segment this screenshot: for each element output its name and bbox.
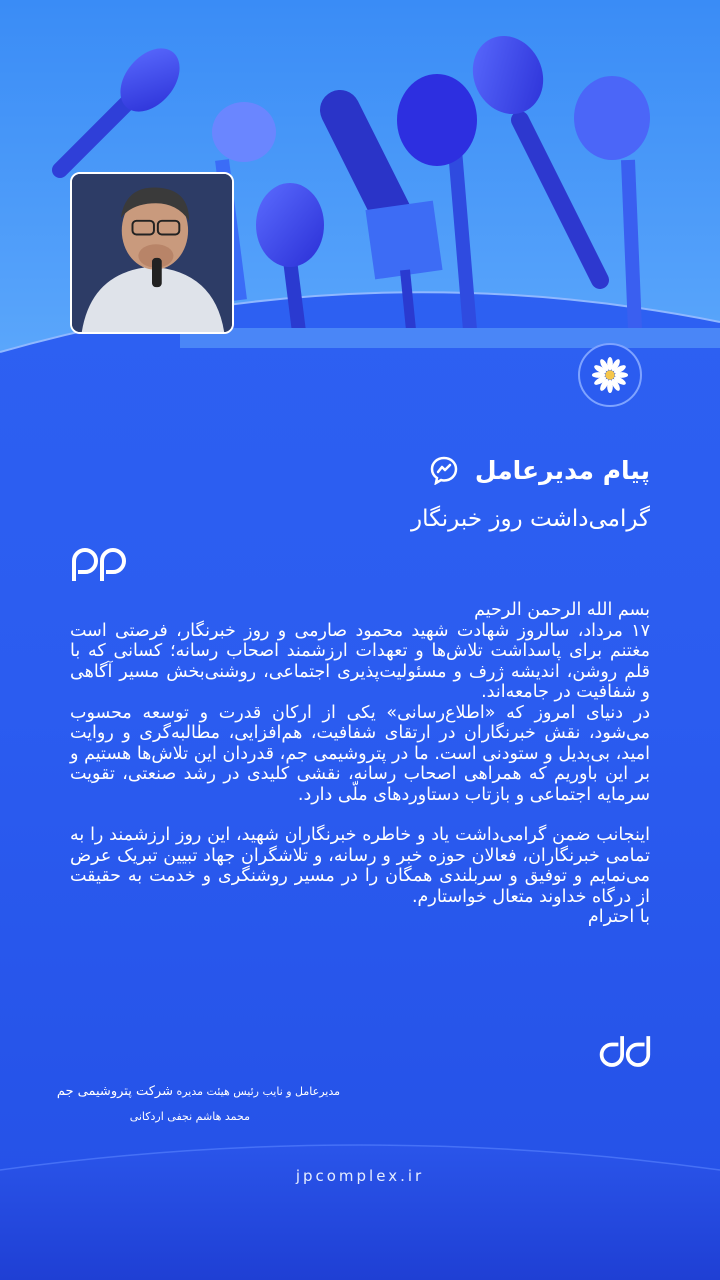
message-body xyxy=(70,600,650,928)
message-paragraph: در دنیای امروز که «اطلاع‌رسانی» یکی از ارکان قدرت و توسعه محسوب می‌شود، نقش خبرنگاران در ارتقای شفافیت، هم‌افزایی، مطالبه‌گری و روایت امید، بی‌بدیل و ستودنی است. ما در پتروشیمی جم، قدردان این تلاش‌ها هستیم و بر این باوریم که همراهی اصحاب رسانه، نقشی کلیدی در رشد صنعتی، تقویت سرمایه اجتماعی و بازتاب دستاوردهای ملّی دارد. xyxy=(70,702,650,805)
signature-role xyxy=(40,1084,340,1099)
page-subtitle: گرامی‌داشت روز خبرنگار xyxy=(410,506,650,532)
portrait-image xyxy=(72,174,232,332)
signature-name: محمد هاشم نجفی اردکانی xyxy=(129,1110,250,1123)
message-paragraph: اینجانب ضمن گرامی‌داشت یاد و خاطره خبرنگاران شهید، این روز ارزشمند را به تمامی خبرنگاران، فعالان حوزه خبر و رسانه، و تلاشگران جهاد تبیین تبریک عرض می‌نمایم و توفیق و سربلندی همگان را در مسیر روشنگری و خدمت به حقیقت از درگاه خداوند متعال خواستارم. xyxy=(70,825,650,907)
open-quote-icon xyxy=(70,545,130,585)
signature-company: شرکت پتروشیمی جم xyxy=(56,1084,173,1099)
footer-wave xyxy=(0,1130,720,1280)
signature-title: مدیرعامل و نایب رئیس هیئت مدیره xyxy=(176,1085,340,1098)
page-title: پیام مدیرعامل xyxy=(474,455,650,485)
paragraph-spacer xyxy=(70,805,650,825)
message-closing: با احترام xyxy=(587,907,650,927)
ceo-portrait xyxy=(70,172,234,334)
title-row xyxy=(429,455,650,485)
close-quote-icon xyxy=(596,1032,652,1070)
website-link[interactable]: jpcomplex.ir xyxy=(295,1167,425,1185)
message-paragraph: بسم الله الرحمن الرحیم xyxy=(474,600,650,620)
message-bubble-icon xyxy=(429,455,459,485)
message-paragraph: ۱۷ مرداد، سالروز شهادت شهید محمود صارمی و روز خبرنگار، فرصتی است مغتنم برای پاسداشت تلاش‌ها و تعهدات ارزشمند اصحاب رسانه؛ کسانی که با قلم روشن، اندیشه ژرف و مسئولیت‌پذیری اجتماعی، روشنی‌بخش مسیر آگاهی و شفافیت در جامعه‌اند. xyxy=(70,620,650,702)
flower-logo-icon xyxy=(578,343,642,407)
